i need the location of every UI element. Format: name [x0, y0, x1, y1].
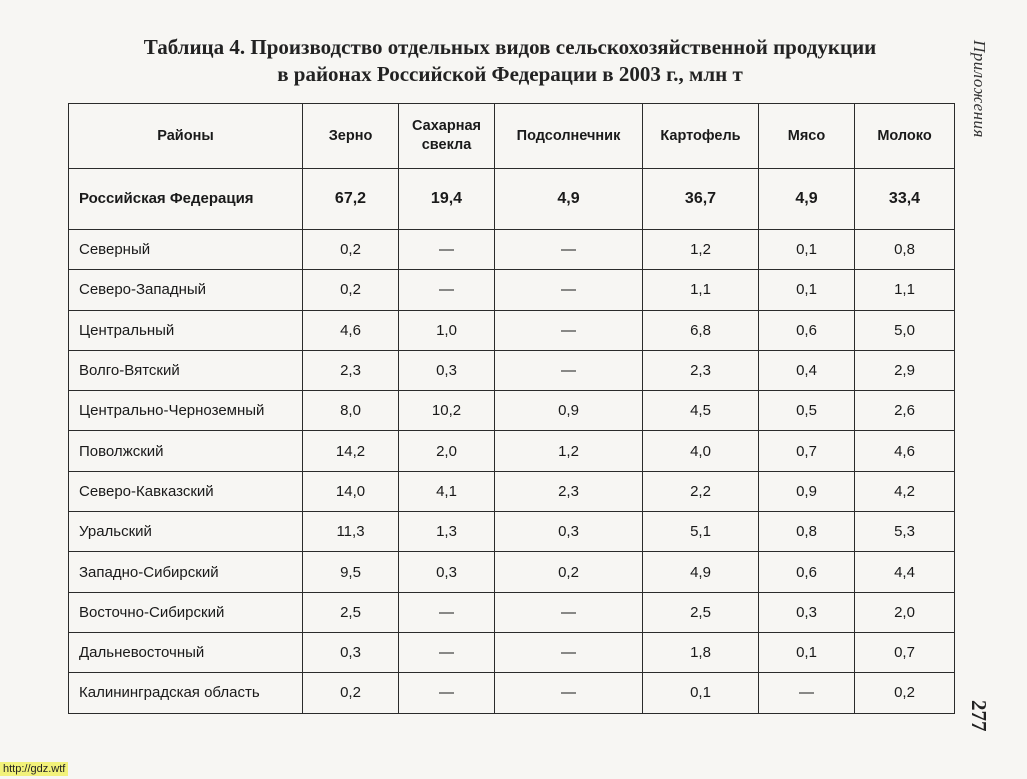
table-row [69, 471, 955, 511]
value-cell: 0,2 [495, 552, 643, 592]
value-cell: 1,2 [495, 431, 643, 471]
value-cell: 0,7 [759, 431, 855, 471]
total-cell: 67,2 [303, 169, 399, 230]
value-cell: — [495, 310, 643, 350]
value-cell: 4,2 [855, 471, 955, 511]
table-row [69, 230, 955, 270]
value-cell: 0,4 [759, 350, 855, 390]
region-cell: Дальневосточный [69, 632, 303, 672]
production-table [68, 103, 955, 714]
total-cell: 19,4 [399, 169, 495, 230]
region-cell: Калининградская область [69, 673, 303, 713]
value-cell: 0,1 [643, 673, 759, 713]
value-cell: 2,6 [855, 391, 955, 431]
value-cell: 2,3 [643, 350, 759, 390]
total-cell: 4,9 [495, 169, 643, 230]
region-cell: Центральный [69, 310, 303, 350]
value-cell: — [399, 270, 495, 310]
value-cell: 4,1 [399, 471, 495, 511]
value-cell: 1,2 [643, 230, 759, 270]
value-cell: 4,5 [643, 391, 759, 431]
value-cell: 0,1 [759, 270, 855, 310]
value-cell: 0,3 [759, 592, 855, 632]
value-cell: 0,9 [759, 471, 855, 511]
value-cell: 2,5 [303, 592, 399, 632]
value-cell: 8,0 [303, 391, 399, 431]
column-header-grain: Зерно [303, 104, 399, 169]
region-cell: Западно-Сибирский [69, 552, 303, 592]
value-cell: — [495, 350, 643, 390]
value-cell: 1,0 [399, 310, 495, 350]
page-title [70, 34, 950, 88]
total-row [69, 169, 955, 230]
value-cell: — [495, 632, 643, 672]
value-cell: 2,9 [855, 350, 955, 390]
value-cell: 0,8 [759, 512, 855, 552]
column-header-sugar-beet: Сахарная свекла [399, 104, 495, 169]
table-row [69, 592, 955, 632]
table-row [69, 350, 955, 390]
value-cell: — [495, 592, 643, 632]
table-row [69, 270, 955, 310]
value-cell: 0,5 [759, 391, 855, 431]
value-cell: 2,3 [495, 471, 643, 511]
value-cell: 0,6 [759, 552, 855, 592]
value-cell: — [495, 673, 643, 713]
page-number: 277 [967, 700, 991, 732]
value-cell: 2,3 [303, 350, 399, 390]
value-cell: 4,6 [303, 310, 399, 350]
header-row [69, 104, 955, 169]
value-cell: 4,6 [855, 431, 955, 471]
value-cell: 1,1 [643, 270, 759, 310]
table-row [69, 310, 955, 350]
value-cell: — [495, 230, 643, 270]
value-cell: — [399, 632, 495, 672]
value-cell: 1,1 [855, 270, 955, 310]
value-cell: — [759, 673, 855, 713]
value-cell: 0,1 [759, 230, 855, 270]
column-header-milk: Молоко [855, 104, 955, 169]
region-cell: Поволжский [69, 431, 303, 471]
value-cell: 0,3 [495, 512, 643, 552]
value-cell: 10,2 [399, 391, 495, 431]
value-cell: 0,3 [303, 632, 399, 672]
value-cell: 1,3 [399, 512, 495, 552]
table-row [69, 431, 955, 471]
region-cell: Северо-Западный [69, 270, 303, 310]
value-cell: 0,2 [303, 230, 399, 270]
value-cell: 9,5 [303, 552, 399, 592]
region-cell: Центрально-Черноземный [69, 391, 303, 431]
table-row [69, 632, 955, 672]
region-cell: Восточно-Сибирский [69, 592, 303, 632]
value-cell: 0,2 [303, 270, 399, 310]
table-row [69, 552, 955, 592]
value-cell: 0,8 [855, 230, 955, 270]
region-cell: Волго-Вятский [69, 350, 303, 390]
table-row [69, 512, 955, 552]
value-cell: 0,3 [399, 350, 495, 390]
value-cell: 2,5 [643, 592, 759, 632]
table-row [69, 391, 955, 431]
column-header-potato: Картофель [643, 104, 759, 169]
table-row [69, 673, 955, 713]
value-cell: 4,9 [643, 552, 759, 592]
value-cell: 11,3 [303, 512, 399, 552]
value-cell: 0,1 [759, 632, 855, 672]
total-cell: 33,4 [855, 169, 955, 230]
value-cell: 0,3 [399, 552, 495, 592]
region-cell: Северо-Кавказский [69, 471, 303, 511]
value-cell: 14,0 [303, 471, 399, 511]
value-cell: 5,3 [855, 512, 955, 552]
title-line-1: Таблица 4. Производство отдельных видов сельскохозяйственной продукции [143, 35, 877, 59]
section-side-label: Приложения [970, 40, 989, 138]
region-cell: Уральский [69, 512, 303, 552]
watermark-link[interactable]: http://gdz.wtf [0, 762, 68, 776]
value-cell: 0,7 [855, 632, 955, 672]
value-cell: — [399, 592, 495, 632]
column-header-sunflower: Подсолнечник [495, 104, 643, 169]
value-cell: 0,2 [855, 673, 955, 713]
value-cell: 2,0 [399, 431, 495, 471]
value-cell: 1,8 [643, 632, 759, 672]
title-line-2: в районах Российской Федерации в 2003 г., млн т [277, 62, 743, 86]
value-cell: 6,8 [643, 310, 759, 350]
total-cell: 36,7 [643, 169, 759, 230]
value-cell: 4,4 [855, 552, 955, 592]
value-cell: 0,2 [303, 673, 399, 713]
column-header-meat: Мясо [759, 104, 855, 169]
value-cell: 4,0 [643, 431, 759, 471]
region-cell: Северный [69, 230, 303, 270]
column-header-regions: Районы [69, 104, 303, 169]
value-cell: — [495, 270, 643, 310]
value-cell: 2,0 [855, 592, 955, 632]
total-cell: 4,9 [759, 169, 855, 230]
total-region-cell: Российская Федерация [69, 169, 303, 230]
value-cell: 0,9 [495, 391, 643, 431]
value-cell: — [399, 230, 495, 270]
value-cell: 0,6 [759, 310, 855, 350]
value-cell: 14,2 [303, 431, 399, 471]
value-cell: — [399, 673, 495, 713]
value-cell: 2,2 [643, 471, 759, 511]
value-cell: 5,1 [643, 512, 759, 552]
value-cell: 5,0 [855, 310, 955, 350]
